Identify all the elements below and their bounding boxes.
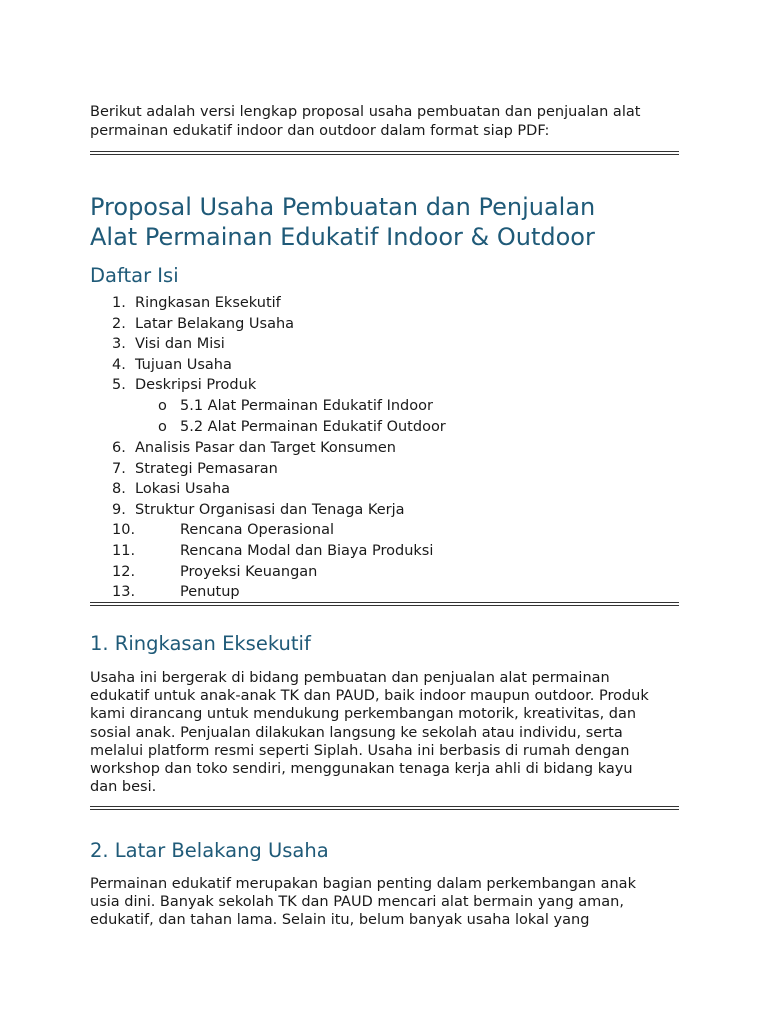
toc-item-label: Lokasi Usaha bbox=[135, 481, 231, 498]
toc-item bbox=[90, 500, 680, 521]
bullet-icon: o bbox=[158, 418, 167, 435]
toc-item bbox=[90, 355, 680, 376]
toc-item bbox=[90, 479, 680, 500]
toc-item-label: Tujuan Usaha bbox=[135, 356, 232, 373]
toc-item bbox=[90, 541, 680, 562]
paragraph-line: melalui platform resmi seperti Siplah. Usaha ini berbasis di rumah dengan bbox=[90, 742, 630, 759]
toc-item bbox=[90, 459, 680, 480]
paragraph-line: edukatif untuk anak-anak TK dan PAUD, baik indoor maupun outdoor. Produk bbox=[90, 688, 649, 705]
title-line: Proposal Usaha Pembuatan dan Penjualan bbox=[90, 193, 596, 221]
toc-subitem-label: 5.1 Alat Permainan Edukatif Indoor bbox=[180, 397, 433, 414]
toc-item-number: 9. bbox=[112, 501, 126, 518]
table-of-contents bbox=[90, 293, 680, 603]
toc-item bbox=[90, 520, 680, 541]
bullet-icon: o bbox=[158, 397, 167, 414]
intro-line: Berikut adalah versi lengkap proposal usaha pembuatan dan penjualan alat bbox=[90, 104, 641, 120]
toc-item-number: 2. bbox=[112, 315, 126, 332]
toc-subitem bbox=[90, 396, 680, 417]
paragraph-line: sosial anak. Penjualan dilakukan langsung ke sekolah atau individu, serta bbox=[90, 724, 623, 741]
paragraph-line: workshop dan toko sendiri, menggunakan tenaga kerja ahli di bidang kayu bbox=[90, 761, 633, 778]
toc-item-number: 13. bbox=[112, 584, 136, 601]
toc-item-label: Visi dan Misi bbox=[135, 336, 225, 353]
horizontal-rule bbox=[90, 806, 679, 810]
section-paragraph bbox=[90, 669, 680, 796]
toc-item-number: 6. bbox=[112, 439, 126, 456]
section-heading: 2. Latar Belakang Usaha bbox=[90, 839, 329, 862]
toc-item bbox=[90, 334, 680, 355]
intro-paragraph bbox=[90, 103, 680, 140]
toc-item-label: Latar Belakang Usaha bbox=[135, 315, 295, 332]
toc-item-number: 8. bbox=[112, 481, 126, 498]
toc-item-number: 3. bbox=[112, 336, 126, 353]
toc-item-label: Analisis Pasar dan Target Konsumen bbox=[135, 439, 396, 456]
toc-item-number: 11. bbox=[112, 542, 136, 559]
intro-line: permainan edukatif indoor dan outdoor dalam format siap PDF: bbox=[90, 122, 550, 139]
toc-item-number: 7. bbox=[112, 460, 126, 477]
toc-item bbox=[90, 582, 680, 603]
horizontal-rule bbox=[90, 602, 679, 606]
toc-subitem bbox=[90, 417, 680, 438]
toc-item-number: 12. bbox=[112, 563, 136, 580]
toc-item-label: Rencana Operasional bbox=[180, 522, 335, 539]
title-line: Alat Permainan Edukatif Indoor & Outdoor bbox=[90, 222, 595, 251]
toc-item bbox=[90, 375, 680, 396]
paragraph-line: usia dini. Banyak sekolah TK dan PAUD mencari alat bermain yang aman, bbox=[90, 894, 624, 911]
toc-item-label: Struktur Organisasi dan Tenaga Kerja bbox=[135, 501, 405, 518]
horizontal-rule bbox=[90, 151, 679, 155]
paragraph-line: Permainan edukatif merupakan bagian penting dalam perkembangan anak bbox=[90, 876, 636, 892]
toc-item-number: 4. bbox=[112, 356, 126, 373]
section-heading: 1. Ringkasan Eksekutif bbox=[90, 632, 311, 655]
toc-item-number: 1. bbox=[112, 295, 126, 311]
toc-item bbox=[90, 314, 680, 335]
paragraph-line: dan besi. bbox=[90, 779, 157, 796]
paragraph-line: edukatif, dan tahan lama. Selain itu, belum banyak usaha lokal yang bbox=[90, 912, 590, 929]
section-paragraph bbox=[90, 875, 680, 930]
toc-item bbox=[90, 562, 680, 583]
toc-item-number: 10. bbox=[112, 522, 136, 539]
document-title bbox=[90, 193, 690, 252]
toc-item-label: Strategi Pemasaran bbox=[135, 460, 278, 477]
toc-item-number: 5. bbox=[112, 377, 126, 394]
toc-item-label: Proyeksi Keuangan bbox=[180, 563, 318, 580]
paragraph-line: kami dirancang untuk mendukung perkembangan motorik, kreativitas, dan bbox=[90, 706, 637, 723]
toc-heading: Daftar Isi bbox=[90, 264, 179, 287]
paragraph-line: Usaha ini bergerak di bidang pembuatan dan penjualan alat permainan bbox=[90, 670, 610, 686]
toc-item-label: Ringkasan Eksekutif bbox=[135, 295, 281, 311]
toc-subitem-label: 5.2 Alat Permainan Edukatif Outdoor bbox=[180, 418, 446, 435]
toc-item-label: Penutup bbox=[180, 584, 240, 601]
toc-item-label: Deskripsi Produk bbox=[135, 377, 257, 394]
toc-item bbox=[90, 438, 680, 459]
toc-item bbox=[90, 293, 680, 314]
toc-item-label: Rencana Modal dan Biaya Produksi bbox=[180, 542, 434, 559]
